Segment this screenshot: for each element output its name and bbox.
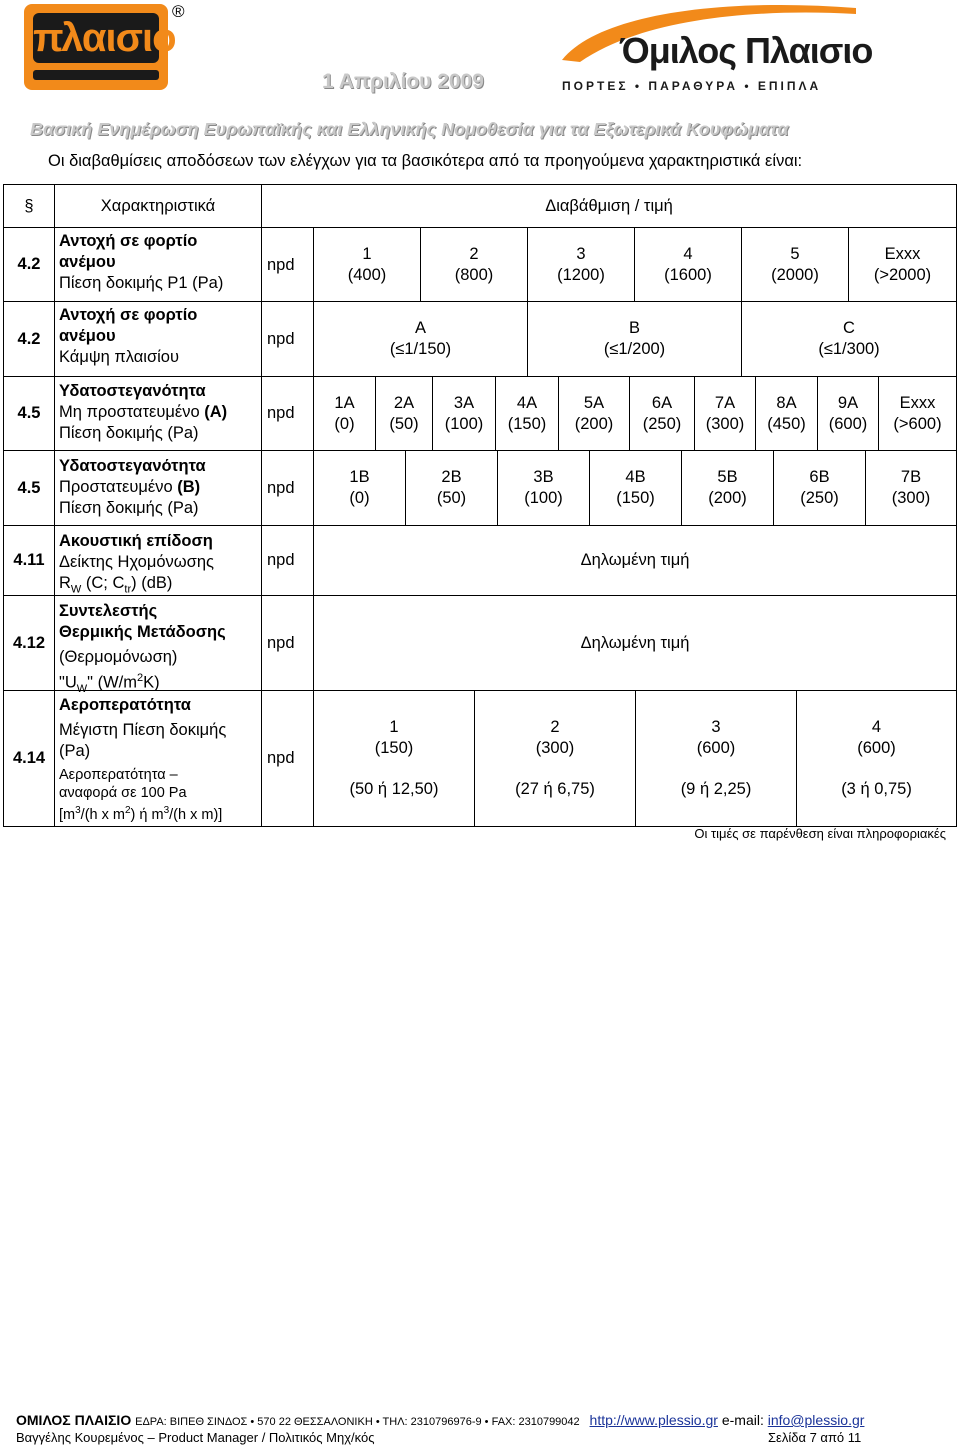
class-label: Exxx bbox=[899, 393, 936, 412]
uw-u: "U bbox=[59, 673, 77, 692]
airflow-unit bbox=[59, 802, 257, 824]
class-label: 5 bbox=[790, 244, 800, 263]
rw-sub-tr: tr bbox=[124, 583, 132, 596]
section-number: 4.5 bbox=[3, 450, 55, 526]
section-number: 4.12 bbox=[3, 595, 55, 691]
class-label: 4B bbox=[625, 468, 646, 486]
characteristic-description bbox=[54, 690, 262, 827]
class-cell bbox=[741, 301, 957, 377]
logo-text: πλαισιο bbox=[33, 13, 159, 63]
class-cell bbox=[694, 376, 756, 451]
class-label: 3 bbox=[711, 718, 721, 736]
footer-address: ΕΔΡΑ: ΒΙΠΕΘ ΣΙΝΔΟΣ • 570 22 ΘΕΣΣΑΛΟΝΙΚΗ • ΤΗΛ: 2310796976-9 • FAX: 2310799042 bbox=[135, 1416, 580, 1428]
class-cell bbox=[527, 301, 742, 377]
uw-unit: " (W/m bbox=[87, 673, 138, 692]
subtitle-class: (B) bbox=[177, 478, 201, 496]
class-cell bbox=[848, 227, 957, 302]
class-label: 5B bbox=[717, 468, 738, 486]
class-value: (150) bbox=[374, 739, 414, 757]
class-cell bbox=[773, 450, 866, 526]
brand-name: Όμιλος Πλαισιο bbox=[620, 30, 873, 71]
class-label: 4A bbox=[516, 393, 538, 412]
characteristic-subtitle: Κάμψη πλαισίου bbox=[59, 348, 180, 366]
npd-cell: npd bbox=[261, 450, 314, 526]
characteristic-subtitle-2: Πίεση δοκιμής (Pa) bbox=[59, 424, 199, 442]
class-value: (200) bbox=[708, 489, 747, 507]
footer-email-label: e-mail: bbox=[721, 1412, 764, 1428]
class-label: 3B bbox=[533, 468, 554, 486]
class-reference: (27 ή 6,75) bbox=[515, 780, 595, 798]
class-cell bbox=[405, 450, 498, 526]
registered-mark: ® bbox=[172, 2, 185, 21]
class-value: (2000) bbox=[771, 265, 819, 284]
class-value: (0) bbox=[349, 489, 370, 507]
class-label: 1 bbox=[362, 244, 372, 263]
class-cell bbox=[474, 690, 636, 827]
class-label: 4 bbox=[683, 244, 693, 263]
uw-k: K) bbox=[143, 673, 160, 692]
brand-tagline: ΠΟΡΤΕΣ • ΠΑΡΑΘΥΡΑ • ΕΠΙΠΛΑ bbox=[562, 79, 822, 93]
class-value: (≤1/150) bbox=[389, 340, 452, 358]
class-value: (0) bbox=[334, 414, 355, 433]
characteristic-title: Αεροπερατότητα bbox=[59, 696, 191, 714]
class-label: 3A bbox=[453, 393, 475, 412]
characteristic-subtitle: (Θερμομόνωση) bbox=[59, 648, 178, 666]
class-label: 8A bbox=[776, 393, 797, 412]
class-cell bbox=[589, 450, 682, 526]
class-cell bbox=[313, 690, 475, 827]
class-label: 7A bbox=[714, 393, 736, 412]
class-cell bbox=[527, 227, 635, 302]
characteristic-title: Υδατοστεγανότητα bbox=[59, 457, 206, 475]
characteristic-title: Υδατοστεγανότητα bbox=[59, 382, 206, 400]
characteristic-subtitle-2: (Pa) bbox=[59, 742, 91, 760]
class-value: (100) bbox=[524, 489, 563, 507]
header-section-symbol: § bbox=[3, 184, 55, 228]
class-value: (≤1/300) bbox=[818, 340, 880, 358]
section-number: 4.2 bbox=[3, 227, 55, 302]
characteristic-description bbox=[54, 450, 262, 526]
section-number: 4.2 bbox=[3, 301, 55, 377]
characteristic-description bbox=[54, 595, 262, 695]
rw-r: R bbox=[59, 574, 71, 592]
document-date: 1 Απριλίου 2009 bbox=[322, 70, 484, 93]
class-value: (50) bbox=[389, 414, 419, 433]
characteristic-subtitle-4: αναφορά σε 100 Pa bbox=[59, 785, 187, 801]
footer-page-number: Σελίδα 7 από 11 bbox=[768, 1430, 862, 1445]
class-label: 4 bbox=[871, 718, 882, 736]
class-cell bbox=[817, 376, 879, 451]
characteristic-title: Αντοχή σε φορτίο ανέμου bbox=[59, 232, 198, 271]
npd-cell: npd bbox=[261, 595, 314, 691]
section-number: 4.11 bbox=[3, 525, 55, 596]
class-cell bbox=[495, 376, 559, 451]
characteristic-description bbox=[54, 227, 262, 302]
class-label: Exxx bbox=[884, 244, 921, 263]
class-reference: (50 ή 12,50) bbox=[349, 780, 439, 798]
section-number: 4.5 bbox=[3, 376, 55, 451]
class-value: (600) bbox=[828, 414, 868, 433]
unit-sup: 3 bbox=[163, 805, 170, 816]
subtitle-class: (A) bbox=[204, 403, 228, 421]
class-cell bbox=[313, 376, 376, 451]
characteristic-title: Ακουστική επίδοση bbox=[59, 532, 213, 550]
unit-sup: 3 bbox=[75, 805, 81, 816]
characteristic-description bbox=[54, 525, 262, 596]
class-value: (50) bbox=[436, 489, 467, 507]
uw-sup: 2 bbox=[137, 672, 144, 684]
class-value: (>2000) bbox=[873, 265, 932, 284]
class-cell bbox=[558, 376, 630, 451]
npd-cell: npd bbox=[261, 525, 314, 596]
class-label: 2 bbox=[550, 718, 560, 736]
footer-line-1 bbox=[16, 1412, 864, 1428]
class-cell bbox=[313, 450, 406, 526]
class-label: 2B bbox=[441, 468, 462, 486]
footer-email-link[interactable]: info@plessio.gr bbox=[767, 1412, 865, 1428]
class-value: (250) bbox=[800, 489, 839, 507]
characteristic-description bbox=[54, 376, 262, 451]
unit-part: /(h x m)] bbox=[169, 806, 223, 823]
class-label: 7B bbox=[900, 468, 922, 486]
plaisio-logo bbox=[24, 4, 176, 90]
class-label: 6A bbox=[651, 393, 673, 412]
class-label: 1B bbox=[349, 468, 370, 486]
class-label: 9A bbox=[837, 393, 859, 412]
class-label: 2A bbox=[393, 393, 415, 412]
class-reference: (3 ή 0,75) bbox=[841, 780, 912, 798]
footer-company: ΟΜΙΛΟΣ ΠΛΑΙΣΙΟ bbox=[16, 1412, 132, 1428]
document-subtitle: Βασική Ενημέρωση Ευρωπαϊκής και Ελληνικής Νομοθεσία για τα Εξωτερικά Κουφώματα bbox=[30, 119, 789, 139]
intro-paragraph: Οι διαβαθμίσεις αποδόσεων των ελέγχων για τα βασικότερα από τα προηγούμενα χαρακτηριστικά είναι: bbox=[48, 152, 803, 170]
class-value: (450) bbox=[767, 414, 806, 433]
class-label: B bbox=[628, 319, 640, 337]
rw-c: (C; C bbox=[81, 574, 125, 592]
npd-cell: npd bbox=[261, 301, 314, 377]
class-cell bbox=[313, 301, 528, 377]
rw-db: ) (dB) bbox=[131, 574, 173, 592]
characteristic-title: Συντελεστής bbox=[59, 602, 158, 620]
class-cell bbox=[634, 227, 742, 302]
class-cell bbox=[681, 450, 774, 526]
declared-value-cell: Δηλωμένη τιμή bbox=[313, 525, 957, 596]
class-value: (300) bbox=[535, 739, 575, 757]
characteristic-subtitle: Δείκτης Ηχομόνωσης bbox=[59, 553, 214, 571]
npd-cell: npd bbox=[261, 376, 314, 451]
uw-sub-w: W bbox=[76, 682, 88, 695]
class-value: (150) bbox=[507, 414, 547, 433]
class-value: (≤1/200) bbox=[603, 340, 666, 358]
class-value: (150) bbox=[616, 489, 655, 507]
unit-part: /(h x m bbox=[80, 806, 125, 823]
logo-bar bbox=[33, 70, 159, 80]
class-value: (1200) bbox=[557, 265, 605, 284]
class-value: (>600) bbox=[893, 414, 942, 433]
class-label: C bbox=[843, 319, 855, 337]
class-cell bbox=[796, 690, 957, 827]
class-cell bbox=[420, 227, 528, 302]
npd-cell: npd bbox=[261, 690, 314, 827]
class-label: 3 bbox=[576, 244, 586, 263]
declared-value-cell: Δηλωμένη τιμή bbox=[313, 595, 957, 691]
header-characteristics: Χαρακτηριστικά bbox=[54, 184, 262, 228]
class-reference: (9 ή 2,25) bbox=[680, 780, 752, 798]
class-value: (400) bbox=[347, 265, 387, 284]
class-value: (300) bbox=[705, 414, 745, 433]
rw-sub-w: W bbox=[70, 583, 82, 596]
class-value: (200) bbox=[574, 414, 614, 433]
unit-sup: 2 bbox=[124, 805, 131, 816]
header-grading: Διαβάθμιση / τιμή bbox=[261, 184, 957, 228]
characteristic-subtitle bbox=[59, 477, 257, 498]
class-cell bbox=[878, 376, 957, 451]
class-cell bbox=[635, 690, 797, 827]
class-cell bbox=[741, 227, 849, 302]
characteristic-title: Αντοχή σε φορτίο ανέμου bbox=[59, 306, 198, 345]
class-cell bbox=[432, 376, 496, 451]
class-cell bbox=[375, 376, 433, 451]
table-note: Οι τιμές σε παρένθεση είναι πληροφοριακές bbox=[694, 826, 946, 841]
characteristic-subtitle bbox=[59, 402, 257, 423]
class-label: 2 bbox=[469, 244, 479, 263]
characteristic-subtitle: Πίεση δοκιμής P1 (Pa) bbox=[59, 274, 224, 292]
class-value: (600) bbox=[857, 739, 896, 757]
class-cell bbox=[497, 450, 590, 526]
class-cell bbox=[755, 376, 818, 451]
characteristic-description bbox=[54, 301, 262, 377]
class-value: (1600) bbox=[664, 265, 712, 284]
class-value: (800) bbox=[454, 265, 494, 284]
class-label: 1A bbox=[334, 393, 355, 412]
class-cell bbox=[313, 227, 421, 302]
class-label: 1 bbox=[389, 718, 399, 736]
characteristic-subtitle: Μέγιστη Πίεση δοκιμής bbox=[59, 721, 227, 739]
characteristic-subtitle-2: Πίεση δοκιμής (Pa) bbox=[59, 499, 199, 517]
unit-part: [m bbox=[59, 806, 76, 823]
class-value: (250) bbox=[642, 414, 682, 433]
characteristic-subtitle-3: Αεροπερατότητα – bbox=[59, 767, 178, 783]
footer-author: Βαγγέλης Κουρεμένος – Product Manager / Πολιτικός Μηχ/κός bbox=[16, 1430, 375, 1445]
class-label: 6B bbox=[809, 468, 830, 486]
class-label: A bbox=[414, 319, 426, 337]
footer-website-link[interactable]: http://www.plessio.gr bbox=[589, 1412, 718, 1428]
class-cell bbox=[865, 450, 957, 526]
characteristic-title-2: Θερμικής Μετάδοσης bbox=[59, 623, 226, 641]
class-value: (100) bbox=[444, 414, 484, 433]
section-number: 4.14 bbox=[3, 690, 55, 827]
class-value: (300) bbox=[891, 489, 931, 507]
class-label: 5A bbox=[583, 393, 605, 412]
subtitle-text: Προστατευμένο bbox=[59, 478, 173, 496]
class-value: (600) bbox=[696, 739, 736, 757]
subtitle-text: Μη προστατευμένο bbox=[59, 403, 200, 421]
npd-cell: npd bbox=[261, 227, 314, 302]
unit-part: ) ή m bbox=[130, 806, 164, 823]
class-cell bbox=[629, 376, 695, 451]
